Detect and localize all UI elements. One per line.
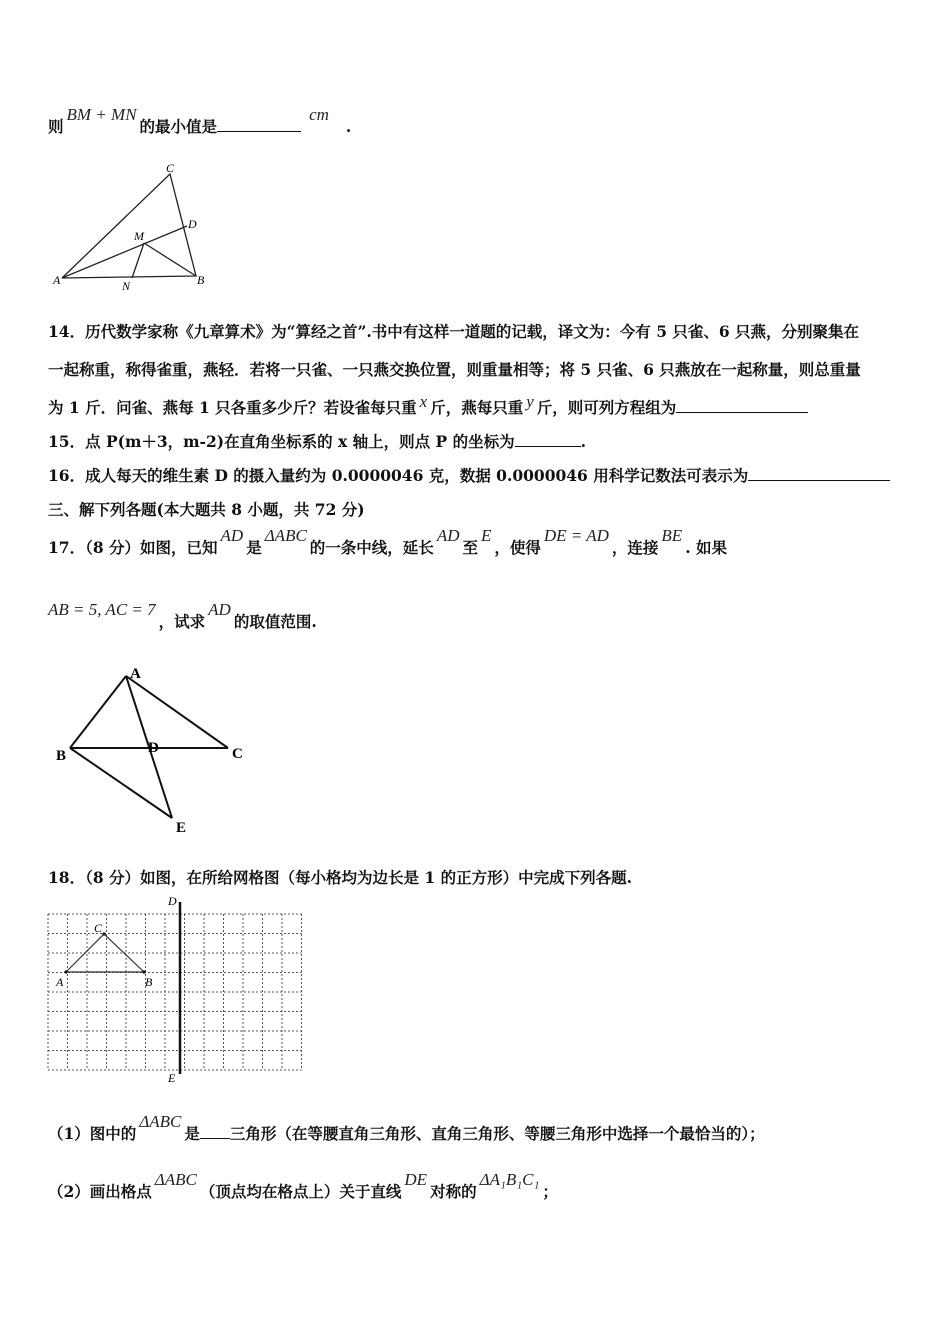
figure-18-grid	[44, 896, 320, 1088]
q18-sub2-a: （2）画出格点	[48, 1182, 152, 1201]
q17-p2: 是	[246, 538, 262, 557]
q14-var-x: x	[419, 392, 428, 411]
fig17-label-e: E	[176, 820, 187, 836]
q14-var-y: y	[526, 392, 534, 411]
q18-sub2	[48, 1170, 558, 1202]
q18-sub2-b: （顶点均在格点上）关于直线	[199, 1182, 402, 1201]
figure-17-triangle	[50, 662, 260, 840]
q18-sub1-b: 是	[184, 1124, 200, 1143]
q17-p9: 的取值范围.	[233, 612, 317, 631]
q17-m4: E	[481, 526, 492, 545]
fig18-label-c: C	[94, 921, 103, 935]
q17-m8: AD	[208, 600, 231, 619]
point-a	[64, 970, 67, 973]
figure-13-triangle	[50, 160, 220, 295]
q18-sub2-c: 对称的	[430, 1182, 477, 1201]
q17-p7: . 如果	[685, 538, 727, 557]
q14-answer-blank[interactable]	[676, 398, 808, 413]
q18-sub1-m: ΔABC	[139, 1112, 182, 1131]
q14-line3	[48, 392, 808, 418]
fig18-label-d: D	[168, 896, 177, 908]
q18-sub2-m3: ΔA₁B₁C₁	[479, 1170, 540, 1189]
q17-p6: ，连接	[611, 538, 659, 557]
fig17-label-c: C	[232, 746, 243, 762]
section3-heading: 三、解下列各题(本大题共 8 小题，共 72 分)	[48, 500, 365, 519]
q14-line3-b: 斤，燕每只重	[430, 398, 524, 417]
q16-text: 16．成人每天的维生素 D 的摄入量约为 0.0000046 克，数据 0.0000046 用科学记数法可表示为	[48, 466, 749, 485]
q17-m7: AB = 5, AC = 7	[48, 600, 156, 619]
q17-p4: 至	[462, 538, 478, 557]
fig18-label-b: B	[145, 975, 153, 989]
q17-m2: ΔABC	[264, 526, 307, 545]
fig13-label-b: B	[197, 273, 205, 287]
fig17-label-a: A	[130, 666, 141, 682]
grid-lines	[48, 914, 302, 1070]
q15-end: .	[580, 432, 586, 451]
q13-answer-blank[interactable]	[217, 117, 301, 132]
fig13-label-m: M	[134, 229, 144, 243]
point-b	[142, 970, 145, 973]
fig18-label-e: E	[168, 1071, 176, 1085]
q17-line1	[48, 526, 727, 558]
fig13-label-a: A	[53, 273, 61, 287]
q17-line2	[48, 600, 317, 632]
q13-mid: 的最小值是	[139, 117, 218, 136]
q17-p8: ，试求	[158, 612, 206, 631]
q14-line1: 14．历代数学家称《九章算术》为“算经之首”.书中有这样一道题的记载，译文为：今有 5 只雀、6 只燕，分别聚集在	[48, 322, 860, 341]
q13-end: .	[345, 117, 352, 136]
q13-prefix: 则	[48, 117, 64, 136]
q18-sub2-end: ；	[542, 1182, 558, 1201]
q17-p5: ，使得	[494, 538, 541, 557]
q17-m6: BE	[661, 526, 683, 545]
fig13-label-d: D	[188, 217, 197, 231]
q13-expr: BM + MN	[66, 105, 137, 124]
q15-line	[48, 430, 586, 452]
point-c	[102, 932, 105, 935]
q17-p3: 的一条中线，延长	[309, 538, 434, 557]
q18-sub1-c: 三角形（在等腰直角三角形、直角三角形、等腰三角形中选择一个最恰当的）；	[229, 1124, 765, 1143]
q14-line3-c: 斤，则可列方程组为	[536, 398, 677, 417]
q18-sub1-a: （1）图中的	[48, 1124, 137, 1143]
q15-text: 15．点 P(m＋3，m-2)在直角坐标系的 x 轴上，则点 P 的坐标为	[48, 432, 515, 451]
q14-line3-a: 为 1 斤．问雀、燕每 1 只各重多少斤？若设雀每只重	[48, 398, 417, 417]
q16-line	[48, 464, 890, 486]
fig17-label-b: B	[56, 748, 67, 764]
q13-unit: cm	[309, 105, 329, 124]
fig13-label-n: N	[122, 279, 131, 293]
q17-m3: AD	[436, 526, 460, 545]
q15-answer-blank[interactable]	[515, 432, 581, 447]
q13-tail-line	[48, 105, 352, 137]
fig13-label-c: C	[166, 161, 175, 175]
q17-m5: DE = AD	[543, 526, 609, 545]
fig18-label-a: A	[56, 975, 64, 989]
q18-sub1-blank[interactable]	[200, 1124, 230, 1139]
q16-answer-blank[interactable]	[748, 466, 890, 481]
q18-sub2-m: ΔABC	[154, 1170, 197, 1189]
q17-m1: AD	[220, 526, 244, 545]
q17-p1: 17．（8 分）如图，已知	[48, 538, 218, 557]
q18-title: 18．（8 分）如图，在所给网格图（每小格均为边长是 1 的正方形）中完成下列各题.	[48, 868, 632, 887]
q18-sub2-m2: DE	[404, 1170, 428, 1189]
q18-sub1	[48, 1112, 765, 1144]
fig17-label-d: D	[148, 740, 159, 756]
q14-line2: 一起称重，称得雀重，燕轻．若将一只雀、一只燕交换位置，则重量相等；将 5 只雀、6 只燕放在一起称量，则总重量	[48, 360, 861, 379]
